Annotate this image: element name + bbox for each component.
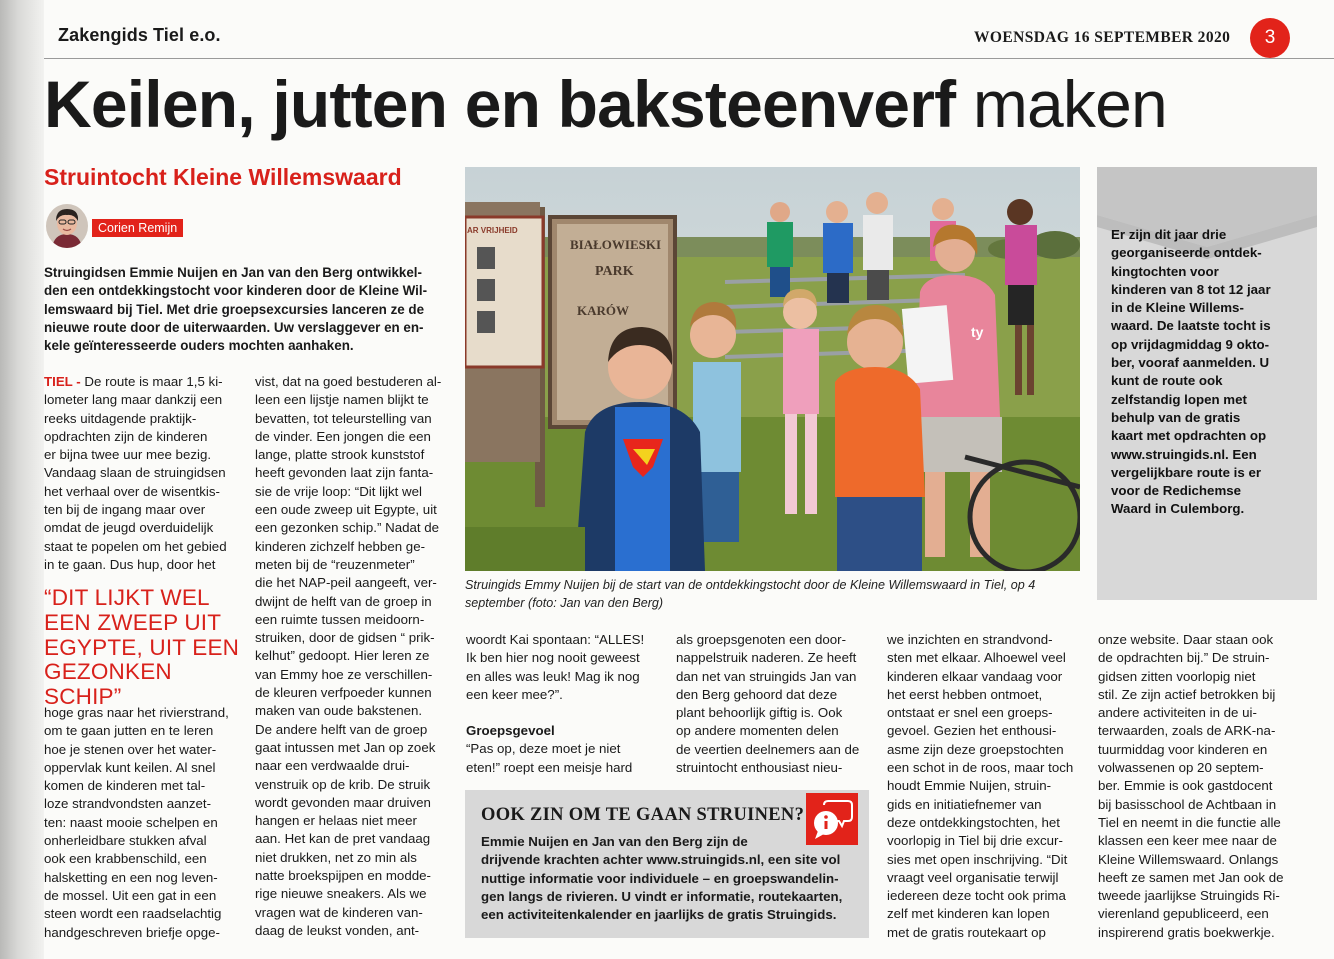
page-gutter-shadow bbox=[0, 0, 44, 959]
info-box-text bbox=[481, 833, 861, 924]
column-3 bbox=[466, 631, 659, 777]
intro-line: Struingidsen Emmie Nuijen en Jan van den Berg ontwikkel- bbox=[44, 265, 422, 280]
body-line: eten!” roept een meisje hard bbox=[466, 759, 633, 775]
body-line: venstruik op de krib. De struik bbox=[255, 776, 431, 792]
body-line: bij basisschool de Achtbaan in bbox=[1098, 796, 1277, 812]
body-line: vragen wat de kinderen van- bbox=[255, 904, 423, 920]
author-byline: Corien Remijn bbox=[92, 219, 183, 237]
body-line: als groepsgenoten een door- bbox=[676, 632, 847, 647]
sign-text-3: KARÓW bbox=[577, 303, 629, 318]
body-line: deze ontdekkingstochten, het bbox=[887, 814, 1060, 830]
body-line: de mossel. Uit een gat in een bbox=[44, 887, 217, 903]
body-line: terwaarden, zoals de ARK-na- bbox=[1098, 723, 1276, 739]
page-number-badge: 3 bbox=[1250, 18, 1290, 58]
body-line: loze strandvondsten aanzet- bbox=[44, 796, 212, 812]
info-line: drijvende krachten achter www.struingids.nl, een site vol bbox=[481, 852, 841, 868]
body-line: komen de kinderen met tal- bbox=[44, 778, 206, 794]
sidebar-line: in de Kleine Willems- bbox=[1111, 300, 1244, 316]
caption-line: september (foto: Jan van den Berg) bbox=[465, 596, 664, 610]
body-line: een ruimte tussen meidoorn- bbox=[255, 611, 425, 627]
body-line: hoe je stenen over het water- bbox=[44, 741, 217, 757]
sidebar-line: ber, vooraf aanmelden. U bbox=[1111, 355, 1270, 371]
section-subheading bbox=[466, 722, 659, 740]
sign-text-4: AR VRIJHEID bbox=[467, 226, 518, 235]
body-line: opdrachten zijn de kinderen bbox=[44, 428, 208, 444]
body-line: natte broekspijpen en modde- bbox=[255, 868, 431, 884]
body-line: “Pas op, deze moet je niet bbox=[466, 741, 621, 757]
sign-text-2: PARK bbox=[595, 264, 634, 279]
body-line: den Berg gehoord dat deze bbox=[676, 686, 838, 702]
caption-line: Struingids Emmy Nuijen bij de start van de ontdekkingstocht door de Kleine Willemswaard in Tiel, op 4 bbox=[465, 578, 1036, 592]
body-line: het eerst hebben ontmoet, bbox=[887, 686, 1043, 702]
body-line: gids en initiatiefnemer van bbox=[887, 796, 1042, 812]
body-line: die het NAP-peil aangeeft, ver- bbox=[255, 575, 437, 591]
body-line: vierenland gepubliceerd, een bbox=[1098, 906, 1269, 922]
shirt-text: ty bbox=[971, 324, 984, 340]
sidebar-line: behulp van de gratis bbox=[1111, 409, 1241, 425]
sidebar-line: zelfstandig lopen met bbox=[1111, 391, 1247, 407]
body-line: vraagt veel organisatie terwijl bbox=[887, 869, 1059, 885]
body-line: kinderen elkaar vandaag voor bbox=[887, 668, 1063, 684]
body-line: stil. Ze zijn actief betrokken bij bbox=[1098, 686, 1276, 702]
sidebar-text bbox=[1111, 226, 1301, 519]
body-line: we inzichten en strandvond- bbox=[887, 632, 1053, 647]
body-line: nappelstruik naderen. Ze heeft bbox=[676, 650, 857, 666]
body-line: inspirerend gratis boekwerkje. bbox=[1098, 924, 1275, 940]
body-line: om te gaan jutten en te leren bbox=[44, 723, 214, 739]
article-photo bbox=[465, 167, 1080, 571]
body-line: hoge gras naar het rivierstrand, bbox=[44, 705, 229, 720]
body-line: struiken, door de gidsen “ prik- bbox=[255, 630, 435, 646]
body-line: vist, dat na goed bestuderen al- bbox=[255, 374, 442, 389]
body-line: zelf met kinderen kan lopen bbox=[887, 906, 1050, 922]
info-line: nuttige informatie voor individuele – en groepswandelin- bbox=[481, 870, 839, 886]
column-2 bbox=[255, 373, 448, 940]
intro-line: kele geïnteresseerde ouders mochten aanhaken. bbox=[44, 338, 354, 354]
sidebar-line: vergelijkbare route is er bbox=[1111, 464, 1262, 480]
sign-text-1: BIAŁOWIESKI bbox=[570, 237, 662, 252]
body-line: sten met elkaar. Alhoewel veel bbox=[887, 650, 1066, 666]
body-line: Vandaag slaan de struingidsen bbox=[44, 465, 226, 481]
column-1-bottom bbox=[44, 704, 240, 942]
body-line: sies met open inschrijving. “Dit bbox=[887, 851, 1068, 867]
body-line: met de gratis routekaart op bbox=[887, 924, 1046, 940]
body-line: asme zijn deze groepstochten bbox=[887, 741, 1064, 757]
sidebar-line: kinderen van 8 tot 12 jaar bbox=[1111, 281, 1271, 297]
column-1-top bbox=[44, 373, 240, 574]
body-line: onherleidbare stukken afval bbox=[44, 833, 207, 849]
body-line: voorlopig in Tiel bij drie excur- bbox=[887, 833, 1063, 849]
body-line: een keer mee?”. bbox=[466, 686, 563, 702]
sidebar-line: georganiseerde ontdek- bbox=[1111, 245, 1262, 261]
info-line: gen langs de rivieren. U vindt er informatie, routekaarten, bbox=[481, 888, 843, 904]
sidebar-line: waard. De laatste tocht is bbox=[1111, 318, 1271, 334]
info-line: een activiteitenkalender en jaarlijks de gratis Struingids. bbox=[481, 907, 837, 923]
body-line: staat te popelen om het gebied bbox=[44, 538, 227, 554]
body-line: aan. Het kan de pret vandaag bbox=[255, 831, 431, 847]
body-line: houdt Emmie Nuijen, struin- bbox=[887, 778, 1052, 794]
pull-quote: “DIT LIJKT WEL EEN ZWEEP UIT EGYPTE, UIT EEN GEZONKEN SCHIP” bbox=[44, 585, 240, 710]
body-line: heeft ze samen met Jan ook de bbox=[1098, 869, 1284, 885]
body-line: en alles was leuk! Mag ik nog bbox=[466, 668, 640, 684]
body-line: Tiel en neemt in die functie alle bbox=[1098, 814, 1281, 830]
body-line: halsketting en een nog leven- bbox=[44, 869, 218, 885]
body-line: wordt gevonden maar druiven bbox=[255, 794, 431, 810]
body-line: De route is maar 1,5 ki- bbox=[80, 374, 223, 389]
body-line: er bijna twee uur mee bezig. bbox=[44, 447, 212, 463]
body-line: De andere helft van de groep bbox=[255, 721, 428, 737]
intro-line: den een ontdekkingstocht voor kinderen door de Kleine Wil- bbox=[44, 283, 428, 299]
body-line: leen een lijstje namen blijkt te bbox=[255, 392, 429, 408]
body-line: steen wordt een raadselachtig bbox=[44, 906, 222, 922]
body-line: sie de vrije loop: “Dit lijkt wel bbox=[255, 483, 423, 499]
sidebar-line: kunt de route ook bbox=[1111, 373, 1223, 389]
body-line: maken van oude bakstenen. bbox=[255, 703, 423, 719]
body-line: reeks uitdagende praktijk- bbox=[44, 410, 197, 426]
body-line: ten: naast mooie schelpen en bbox=[44, 814, 218, 830]
body-line: hangen er helaas niet meer bbox=[255, 813, 417, 829]
body-line: rige nieuwe sneakers. Als we bbox=[255, 886, 427, 902]
body-line: de kleuren verfpoeder kunnen bbox=[255, 685, 432, 701]
body-line: de vinder. Een jongen die een bbox=[255, 428, 431, 444]
body-line: ontstaat er snel een groeps- bbox=[887, 705, 1053, 721]
photo-caption bbox=[465, 576, 1080, 612]
body-line: omdat de jeugd overduidelijk bbox=[44, 520, 214, 536]
body-line: dwijnt de helft van de groep in bbox=[255, 593, 432, 609]
intro-line: lemswaard bij Tiel. Met drie groepsexcursies lanceren ze de bbox=[44, 301, 425, 317]
column-5 bbox=[887, 631, 1080, 942]
body-line: daag de leukst vonden, ant- bbox=[255, 922, 420, 938]
sidebar-line: voor de Redichemse bbox=[1111, 483, 1242, 499]
body-line: ten bij de ingang maar over bbox=[44, 502, 206, 518]
body-line: struintocht enthousiast nieu- bbox=[676, 760, 843, 776]
sidebar-line: www.struingids.nl. Een bbox=[1111, 446, 1257, 462]
column-6 bbox=[1098, 631, 1291, 942]
body-line: gidsen zitten voorlopig niet bbox=[1098, 668, 1256, 684]
body-line: bevatten, tot teleurstelling van bbox=[255, 410, 432, 426]
info-line: Emmie Nuijen en Jan van den Berg zijn de bbox=[481, 834, 748, 849]
headline-bold: Keilen, jutten en baksteenverf bbox=[44, 67, 956, 141]
body-line: in te gaan. Dus hup, door het bbox=[44, 556, 216, 572]
body-line: ook een krabbenschild, een bbox=[44, 851, 207, 867]
body-line: iedereen deze tocht ook prima bbox=[887, 888, 1066, 904]
issue-date: WOENSDAG 16 SEPTEMBER 2020 bbox=[974, 29, 1231, 46]
body-line: een schot in de roos, maar toch bbox=[887, 760, 1074, 776]
body-line: het verhaal over de wisentkis- bbox=[44, 483, 220, 499]
body-line: een gezonken schip.” Nadat de bbox=[255, 520, 440, 536]
sidebar-line: Waard in Culemborg. bbox=[1111, 501, 1245, 517]
body-line: handgeschreven briefje opge- bbox=[44, 924, 220, 940]
body-line: andere activiteiten in de ui- bbox=[1098, 705, 1257, 721]
body-line: oppervlak kunt keilen. Al snel bbox=[44, 759, 216, 775]
body-line: Kleine Willemswaard. Onlangs bbox=[1098, 851, 1279, 867]
body-line: kinderen zichzelf hebben ge- bbox=[255, 538, 426, 554]
body-line: kelhut” gedoopt. Hier leren ze bbox=[255, 648, 430, 664]
body-line: onze website. Daar staan ook bbox=[1098, 632, 1274, 647]
info-box-title: OOK ZIN OM TE GAAN STRUINEN? bbox=[481, 805, 805, 825]
body-line: op andere momenten delen bbox=[676, 723, 839, 739]
body-line: de veertien deelnemers aan de bbox=[676, 741, 860, 757]
body-line: lange, platte strook kunststof bbox=[255, 447, 425, 463]
body-line: gevoel. Gezien het enthousi- bbox=[887, 723, 1057, 739]
body-line: ber. Emmie is ook gastdocent bbox=[1098, 778, 1273, 794]
body-line: lometer lang maar dankzij een bbox=[44, 392, 223, 408]
body-line: volwassenen op 20 septem- bbox=[1098, 760, 1264, 776]
body-line: dan net van struingids Jan van bbox=[676, 668, 857, 684]
body-line: meten bij de “reuzenmeter” bbox=[255, 556, 415, 572]
column-4 bbox=[676, 631, 869, 777]
body-line: Ik ben hier nog nooit geweest bbox=[466, 650, 640, 666]
body-line: woordt Kai spontaan: “ALLES! bbox=[466, 632, 645, 647]
body-line: niet drukken, net zo min als bbox=[255, 849, 417, 865]
body-line: tweede jaarlijkse Struingids Ri- bbox=[1098, 888, 1280, 904]
sidebar-line: kaart met opdrachten op bbox=[1111, 428, 1267, 444]
article-subheading: Struintocht Kleine Willemswaard bbox=[44, 164, 402, 190]
author-avatar bbox=[46, 204, 88, 248]
headline-light: maken bbox=[972, 67, 1167, 141]
body-line: de opdrachten bij.” De struin- bbox=[1098, 650, 1270, 666]
publication-name: Zakengids Tiel e.o. bbox=[58, 25, 221, 45]
body-line: heeft gevonden laat zijn fanta- bbox=[255, 465, 434, 481]
body-line: gaat intussen met Jan op zoek bbox=[255, 739, 436, 755]
sidebar-line: Er zijn dit jaar drie bbox=[1111, 227, 1227, 242]
body-line: naar een verdwaalde drui- bbox=[255, 758, 410, 774]
body-line: tuurmiddag voor kinderen en bbox=[1098, 741, 1268, 757]
body-line: plant behoorlijk giftig is. Ook bbox=[676, 705, 843, 721]
sidebar-line: kingtochten voor bbox=[1111, 263, 1219, 279]
sidebar-line: op vrijdagmiddag 9 okto- bbox=[1111, 336, 1270, 352]
subheading-text: Groepsgevoel bbox=[466, 723, 555, 739]
body-line: klassen een keer mee naar de bbox=[1098, 833, 1277, 849]
headline bbox=[44, 64, 1167, 144]
intro-line: nieuwe route door de uiterwaarden. Uw verslaggever en en- bbox=[44, 319, 424, 335]
body-line: van Emmy hoe ze verschillen- bbox=[255, 666, 433, 682]
article-intro bbox=[44, 264, 448, 355]
header-rule bbox=[44, 58, 1334, 59]
body-line: een oude zweep uit Egypte, uit bbox=[255, 502, 437, 518]
dateline: TIEL - bbox=[44, 374, 81, 389]
